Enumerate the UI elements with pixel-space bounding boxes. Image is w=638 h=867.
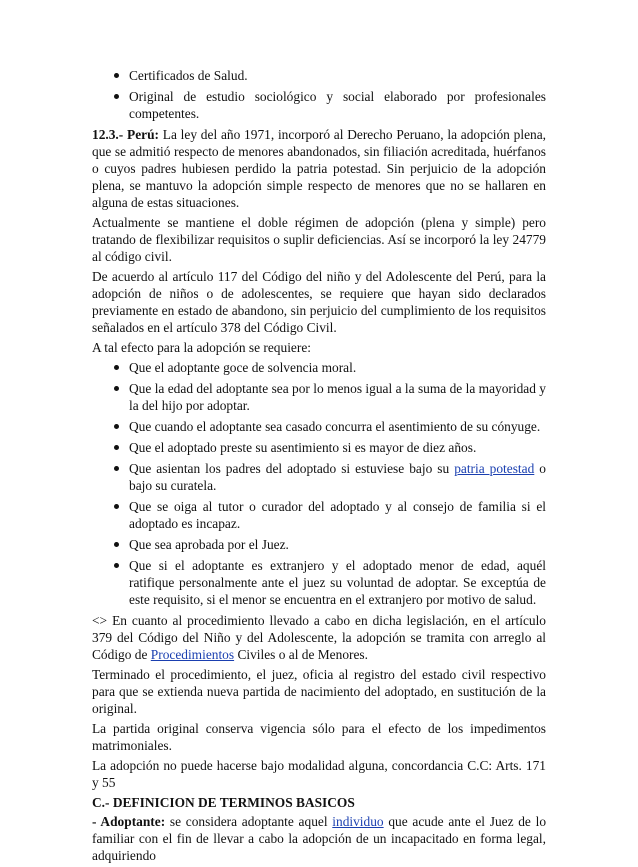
patria-potestad-link[interactable]: patria potestad <box>454 461 535 476</box>
paragraph-peru <box>92 126 546 211</box>
paragraph-text: se considera adoptante aquel <box>165 814 333 829</box>
paragraph-requiere: A tal efecto para la adopción se requiere: <box>92 340 311 355</box>
list-item: Que sea aprobada por el Juez. <box>92 536 546 553</box>
paragraph-text: <> En cuanto al procedimiento llevado a cabo en dicha legislación, en el artículo 379 del Código del Niño y del Adolescente, la adopción se tramita con arreglo al Código de <box>92 613 546 662</box>
paragraph-modalidad: La adopción no puede hacerse bajo modalidad alguna, concordancia C.C: Arts. 171 y 55 <box>92 758 546 790</box>
list-item: Que si el adoptante es extranjero y el adoptado menor de edad, aquél ratifique personalmente ante el juez su voluntad de adoptar. Se exceptúa de este requisito, si el menor se encuentra en el extranjero por motivo de salud. <box>92 557 546 608</box>
section-heading: C.- DEFINICION DE TERMINOS BASICOS <box>92 795 355 810</box>
list-item: Que se oiga al tutor o curador del adoptado y al consejo de familia si el adoptado es incapaz. <box>92 498 546 532</box>
paragraph-text: La ley del año 1971, incorporó al Derecho Peruano, la adopción plena, que se admitió respecto de menores abandonados, sin filiación acreditada, huérfanos o cuyos padres hubiesen perdido la patria potestad. Sin perjuicio de la adopción plena, se mantuvo la adopción simple respecto de menores que no se hallaren en alguna de estas situaciones. <box>92 127 547 210</box>
procedimientos-link[interactable]: Procedimientos <box>150 647 235 662</box>
requirements-list-top <box>92 67 546 122</box>
page-content <box>92 67 546 867</box>
paragraph-terminado: Terminado el procedimiento, el juez, oficia al registro del estado civil respectivo para que se extienda nueva partida de nacimiento del adoptado, en sustitución de la original. <box>92 667 546 716</box>
paragraph-partida: La partida original conserva vigencia sólo para el efecto de los impedimentos matrimoniales. <box>92 721 546 753</box>
list-item: Que cuando el adoptante sea casado concurra el asentimiento de su cónyuge. <box>92 418 546 435</box>
list-item: Que el adoptante goce de solvencia moral. <box>92 359 546 376</box>
list-item: Certificados de Salud. <box>92 67 546 84</box>
list-item <box>92 460 546 494</box>
paragraph-procedimiento <box>92 612 546 663</box>
individuo-link[interactable]: individuo <box>332 814 384 829</box>
list-item: Que la edad del adoptante sea por lo menos igual a la suma de la mayoridad y la del hijo por adoptar. <box>92 380 546 414</box>
paragraph-acuerdo: De acuerdo al artículo 117 del Código del niño y del Adolescente del Perú, para la adopción de niños o de adolescentes, se requiere que hayan sido declarados previamente en estado de abandono, sin perjuicio del cumplimiento de los requisitos señalados en el artículo 378 del Código Civil. <box>92 269 546 335</box>
list-item: Original de estudio sociológico y social elaborado por profesionales competentes. <box>92 88 546 122</box>
paragraph-text: Civiles o al de Menores. <box>234 647 368 662</box>
requirements-list <box>92 359 546 608</box>
item-text: o bajo su curatela. <box>129 461 546 493</box>
list-item: Que el adoptado preste su asentimiento si es mayor de diez años. <box>92 439 546 456</box>
item-text: Que asientan los padres del adoptado si estuviese bajo su <box>129 461 455 476</box>
section-label: 12.3.- Perú: <box>92 127 159 142</box>
paragraph-text: que acude ante el Juez de lo familiar con el fin de llevar a cabo la adopción de un incapacitado en forma legal, adquiriendo <box>92 814 547 863</box>
paragraph-adoptante <box>92 813 546 864</box>
term-label: - Adoptante: <box>92 814 166 829</box>
paragraph-actualmente: Actualmente se mantiene el doble régimen de adopción (plena y simple) pero tratando de flexibilizar requisitos o suplir deficiencias. Así se incorporó la ley 24779 al código civil. <box>92 215 546 264</box>
